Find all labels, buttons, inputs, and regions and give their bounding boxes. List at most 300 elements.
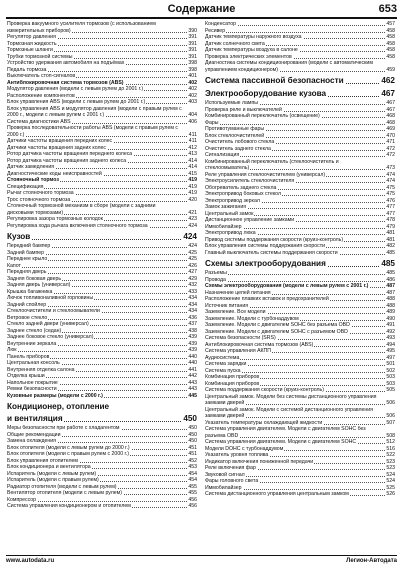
- toc-entry-page: 474: [386, 178, 395, 184]
- toc-entry-page: 494: [386, 341, 395, 348]
- toc-entry-title: Заземление. Модели с двигателем SOHC с разъемом OBD: [205, 328, 348, 335]
- toc-entry-title: Центральный замок. Модели с системой дистанционного управления замками дверей: [205, 406, 373, 419]
- toc-entry-title: Сигнализация: [205, 152, 240, 158]
- toc-entry-page: 391: [188, 34, 197, 40]
- toc-entry-title: Система управления АКПП: [205, 348, 272, 354]
- toc-entry-title: Компрессор: [7, 496, 37, 503]
- toc-entry-page: 488: [386, 302, 395, 309]
- toc-entry-page: 443: [188, 386, 197, 392]
- toc-entry-title: Схемы электрооборудования: [205, 259, 326, 268]
- toc-entry-page: 475: [386, 184, 395, 191]
- toc-entry-page: 403: [188, 99, 197, 105]
- toc-entry-title: Стеклоочистители и стеклоомыватели: [7, 308, 100, 314]
- toc-entry-page: 402: [188, 92, 197, 99]
- toc-entry-title: Трос стояночного тормоза: [7, 196, 71, 203]
- toc-entry-page: 426: [188, 262, 197, 269]
- toc-entry-title: Лючок топливоналивной горловины: [7, 295, 94, 301]
- toc-entry-title: Реле включения фар: [205, 465, 256, 471]
- toc-entry-title: Ремни безопасности: [7, 386, 57, 392]
- footer-publisher: Легион-Автодата: [346, 558, 397, 564]
- toc-entry[interactable]: [205, 250, 395, 257]
- toc-entry-page: 441: [188, 366, 197, 373]
- toc-entry-page: 456: [188, 503, 197, 509]
- toc-entry-title: Электрооборудование кузова: [205, 89, 327, 98]
- toc-entry-title: Электропривод люка: [205, 230, 256, 236]
- toc-section-heading[interactable]: [7, 414, 197, 424]
- toc-entry[interactable]: [205, 283, 395, 290]
- toc-entry-title: Антиблокировочная система тормозов (ABS): [205, 341, 314, 348]
- toc-entry-page: 439: [188, 334, 197, 340]
- toc-entry-title: Рычаг стояночного тормоза: [7, 190, 74, 196]
- toc-entry-title: Провода: [205, 276, 226, 283]
- toc-entry-page: 474: [386, 171, 395, 178]
- toc-entry-page: 454: [188, 470, 197, 477]
- toc-entry-title: Ротор датчика частоты вращения переднего колеса: [7, 151, 133, 157]
- toc-entry-page: 490: [386, 315, 395, 322]
- toc-entry-page: 508: [386, 432, 395, 439]
- toc-entry[interactable]: [205, 60, 395, 73]
- toc-entry-title: и вентиляция: [7, 414, 63, 423]
- toc-entry-page: 458: [386, 40, 395, 47]
- toc-entry-page: 434: [188, 301, 197, 308]
- toc-entry[interactable]: [7, 203, 197, 216]
- toc-entry[interactable]: [7, 223, 197, 230]
- toc-section-heading[interactable]: [205, 89, 395, 99]
- toc-dot-leader: [7, 239, 197, 240]
- toc-entry-page: 486: [386, 276, 395, 283]
- toc-entry-title: Ветровое стекло: [7, 314, 48, 321]
- toc-entry-page: 469: [386, 126, 395, 132]
- toc-entry-page: 506: [386, 400, 395, 406]
- toc-entry-page: 451: [188, 444, 197, 451]
- toc-entry[interactable]: [205, 394, 395, 407]
- toc-entry-page: 523: [386, 465, 395, 471]
- toc-entry-title: Напольное покрытие: [7, 379, 58, 386]
- toc-subsection-heading[interactable]: [7, 393, 197, 400]
- toc-entry-title: Центральный замок. Модели без системы дистанционного управления замками дверей: [205, 393, 377, 406]
- toc-entry-page: 523: [386, 458, 395, 465]
- toc-entry-page: 522: [386, 452, 395, 458]
- toc-entry-page: 398: [188, 60, 197, 66]
- toc-entry-page: 445: [188, 392, 197, 399]
- toc-entry-page: 505: [386, 387, 395, 393]
- toc-dot-leader: [7, 267, 197, 268]
- toc-entry-title: Центральный замок: [205, 210, 254, 217]
- toc-entry-page: 497: [386, 354, 395, 361]
- toc-entry-page: 404: [188, 112, 197, 118]
- toc-entry-title: Блок отопителя (модели с правым рулем с 2000 г.): [7, 451, 129, 457]
- toc-entry-title: Задний бампер: [7, 249, 45, 256]
- toc-column-right: [205, 21, 395, 498]
- toc-entry-page: 503: [386, 380, 395, 387]
- toc-entry-page: 432: [188, 282, 197, 288]
- toc-entry-title: Испаритель (модели с левым рулем): [7, 470, 97, 477]
- toc-entry-title: Система поддержания скорости (круиз-контроль): [205, 387, 324, 393]
- toc-entry-title: Проверка вакуумного усилителя тормозов (с использованием измерительных приборов): [7, 21, 156, 34]
- toc-entry-title: Датчик солнечного света: [205, 40, 265, 47]
- toc-entry-title: Проверка последовательности работы ABS (модели с правым рулем с 2000 г.): [7, 125, 178, 138]
- toc-entry-title: Фары: [205, 119, 219, 126]
- toc-entry-page: 450: [188, 438, 197, 444]
- toc-entry-page: 398: [188, 66, 197, 73]
- toc-column-left: [7, 21, 197, 510]
- toc-entry-page: 487: [386, 289, 395, 296]
- toc-entry-page: 450: [188, 431, 197, 438]
- toc-entry-page: 524: [386, 478, 395, 484]
- toc-entry-title: Источник питания: [205, 302, 249, 309]
- toc-entry-page: 415: [188, 170, 197, 177]
- toc-entry-title: Дистанционное управление замками: [205, 217, 295, 223]
- toc-entry-title: Кондиционер, отопление: [7, 402, 110, 411]
- toc-entry-title: Блок управления отопителем: [7, 457, 78, 464]
- toc-entry-page: 453: [188, 464, 197, 470]
- toc-entry-page: 487: [386, 283, 395, 289]
- toc-entry-page: 419: [188, 177, 197, 183]
- toc-entry-page: 512: [386, 439, 395, 445]
- toc-entry-page: 450: [183, 414, 197, 423]
- toc-entry-page: 434: [188, 295, 197, 301]
- toc-dot-leader: [205, 32, 395, 33]
- toc-entry-title: Тормозная жидкость: [7, 40, 57, 47]
- toc-entry-page: 420: [188, 196, 197, 203]
- toc-entry-title: Внутренние зеркала: [7, 340, 57, 347]
- toc-entry-title: Модели DOHC с турбонаддувом: [205, 445, 284, 452]
- toc-entry-title: Схемы электрооборудования (модели с левым рулем с 2001 г.): [205, 283, 369, 289]
- toc-entry-title: Крышка багажника: [7, 288, 53, 295]
- toc-entry-page: 472: [386, 145, 395, 152]
- toc-entry-page: 455: [188, 483, 197, 490]
- toc-entry-title: Кузовные размеры (модели с 2000 г.): [7, 392, 103, 399]
- toc-entry-page: 476: [386, 197, 395, 204]
- toc-section-heading[interactable]: [7, 232, 197, 242]
- toc-entry-page: 434: [188, 308, 197, 314]
- toc-entry-page: 468: [386, 113, 395, 119]
- toc-entry-title: Передний бампер: [7, 243, 51, 249]
- toc-entry-title: Датчик температуры наружного воздуха: [205, 34, 302, 40]
- toc-entry-page: 391: [188, 40, 197, 47]
- toc-entry-title: Блок управления ABS и модулятор давления (модели с правым рулем с 2000 г., модели с левым рулем с 2001 г.): [7, 105, 182, 118]
- toc-entry-page: 424: [188, 222, 197, 229]
- toc-entry-page: 414: [188, 157, 197, 164]
- toc-entry-title: Система пассивной безопасности: [205, 76, 344, 85]
- toc-entry-title: Главный выключатель системы поддержания скорости: [205, 249, 338, 256]
- toc-entry-page: 440: [188, 360, 197, 366]
- toc-entry-title: Регулировка зазора тормозных колодок: [7, 216, 103, 222]
- toc-entry-page: 524: [386, 471, 395, 478]
- toc-entry-title: Фары головного света: [205, 478, 259, 484]
- toc-entry-title: Система безопасности (SRS): [205, 335, 276, 341]
- toc-entry-page: 423: [188, 216, 197, 222]
- toc-entry-title: Привод системы поддержания скорости (круиз-контроль): [205, 236, 344, 243]
- toc-entry-title: Ресивер: [205, 27, 226, 34]
- toc-entry-title: Комбинированный переключатель (стеклоочиститель и стеклоомыватель): [205, 158, 339, 171]
- toc-entry-page: 390: [188, 27, 197, 34]
- toc-entry-title: Устройство удержания автомобиля на подъёмах: [7, 60, 125, 66]
- toc-entry-page: 425: [188, 249, 197, 256]
- toc-entry-page: 454: [188, 477, 197, 483]
- toc-entry-page: 411: [188, 131, 197, 138]
- toc-dot-leader: [205, 124, 395, 125]
- toc-entry-page: 438: [188, 327, 197, 334]
- toc-dot-leader: [7, 351, 197, 352]
- toc-entry[interactable]: [205, 426, 395, 439]
- toc-entry-title: Замок зажигания: [205, 204, 247, 210]
- toc-entry-page: 475: [386, 191, 395, 197]
- toc-entry-page: 421: [188, 209, 197, 216]
- toc-entry-page: 437: [188, 321, 197, 327]
- toc-entry-title: Противотуманные фары: [205, 126, 265, 132]
- footer-website[interactable]: www.autodata.ru: [6, 558, 55, 564]
- toc-entry-title: Используемые лампы: [205, 100, 259, 106]
- toc-entry-page: 525: [386, 484, 395, 491]
- toc-entry-title: Диагностические коды неисправностей: [7, 170, 102, 177]
- toc-entry-title: Система пуска: [205, 367, 241, 374]
- toc-entry-title: Испаритель (модели с правым рулем): [7, 477, 99, 483]
- toc-entry-title: Блок управления системы поддержания скорости: [205, 243, 326, 249]
- toc-entry-page: 402: [188, 86, 197, 92]
- toc-entry-page: 456: [188, 496, 197, 503]
- header-rule: [6, 17, 397, 19]
- toc-entry-title: Ротор датчика частоты вращения заднего колеса: [7, 157, 127, 164]
- toc-entry-page: 427: [188, 269, 197, 275]
- toc-entry-title: Трубки тормозной системы: [7, 53, 73, 60]
- toc-entry-title: Заземление. Все модели: [205, 309, 266, 315]
- toc-entry-title: Комбинация приборов: [205, 380, 260, 387]
- toc-entry-page: 506: [386, 413, 395, 419]
- toc-entry-title: Электропривод боковых стекол: [205, 191, 281, 197]
- toc-entry-title: Конденсатор: [205, 21, 237, 27]
- toc-entry-page: 485: [386, 270, 395, 276]
- toc-entry-page: 481: [386, 230, 395, 236]
- toc-entry-title: Капот: [7, 262, 21, 269]
- toc-entry-page: 503: [386, 374, 395, 380]
- toc-entry-title: Педаль тормоза: [7, 66, 47, 73]
- toc-entry-title: Система управления кондиционером и отопителем: [7, 503, 131, 509]
- toc-entry-title: Очиститель заднего стекла: [205, 145, 271, 152]
- toc-entry-title: Панель приборов: [7, 353, 50, 360]
- toc-entry-page: 457: [386, 21, 395, 27]
- toc-entry-page: 471: [386, 139, 395, 145]
- toc-entry-page: 439: [188, 347, 197, 353]
- toc-entry-page: 492: [386, 328, 395, 335]
- toc-entry-page: 440: [188, 353, 197, 360]
- toc-entry-page: 455: [188, 490, 197, 496]
- toc-entry-title: Система дистанционного управления центральным замком: [205, 491, 349, 497]
- toc-entry-title: Отделка крыши: [7, 373, 45, 379]
- toc-entry-title: Стояночный тормозной механизм в сборе (модели с задними дисковыми тормозами): [7, 203, 156, 216]
- toc-entry[interactable]: [7, 21, 197, 34]
- toc-entry-page: 391: [188, 47, 197, 53]
- toc-entry-page: 468: [386, 119, 395, 126]
- toc-entry-page: 478: [386, 217, 395, 223]
- toc-dot-leader: [7, 136, 197, 137]
- toc-entry-title: Система управления двигателем. Модели с двигателем SOHC: [205, 439, 357, 445]
- toc-entry-page: 516: [386, 445, 395, 452]
- toc-dot-leader: [205, 281, 395, 282]
- toc-entry-title: Датчики частоты вращения задних колес: [7, 144, 107, 151]
- toc-entry-page: 391: [188, 53, 197, 60]
- toc-entry-title: Замена охлаждения: [7, 438, 56, 444]
- toc-entry-title: Диагностика системы кондиционирования (модели с автоматическим управлением кондиционером): [205, 60, 373, 73]
- toc-section-heading[interactable]: [205, 259, 395, 269]
- toc-entry-title: Указатель температуры охлаждающей жидкости: [205, 419, 323, 426]
- toc-entry-title: Электропривод зеркал: [205, 197, 260, 204]
- toc-entry-title: Меры безопасности при работе с хладагентом: [7, 425, 120, 431]
- toc-entry-page: 470: [386, 132, 395, 139]
- toc-entry-title: Стояночный тормоз: [7, 177, 59, 183]
- toc-entry-title: Система диагностики ABS: [7, 118, 71, 125]
- toc-entry[interactable]: [205, 491, 395, 498]
- toc-entry-page: 401: [188, 73, 197, 79]
- page-number: 653: [378, 3, 397, 15]
- toc-entry-page: 458: [386, 34, 395, 40]
- toc-entry-page: 491: [386, 322, 395, 328]
- toc-entry-page: 458: [386, 27, 395, 34]
- toc-entry-title: Датчик температуры воздуха в салоне: [205, 47, 298, 53]
- toc-entry-title: Блок управления ABS (модели с левым рулем до 2001 г.): [7, 99, 146, 105]
- toc-entry-page: 489: [386, 309, 395, 315]
- toc-entry-title: Указатель уровня топлива: [205, 452, 269, 458]
- toc-entry-page: 429: [188, 275, 197, 282]
- toc-entry-title: Обогреватель заднего стекла: [205, 184, 277, 191]
- toc-entry-title: Датчик замедления: [7, 164, 55, 170]
- toc-entry-page: 488: [386, 296, 395, 302]
- toc-entry-page: 406: [188, 118, 197, 125]
- toc-entry-title: Вентилятор отопителя (модели с левым рулем): [7, 490, 122, 496]
- toc-entry-page: 425: [188, 256, 197, 262]
- toc-entry[interactable]: [205, 407, 395, 420]
- footer-rule: [6, 555, 397, 556]
- toc-entry-title: Выключатель стоп-сигналов: [7, 73, 76, 79]
- toc-entry-title: Блок стеклоочистителей: [205, 132, 265, 139]
- toc-entry-title: Внутренняя отделка салона: [7, 366, 75, 373]
- toc-entry-page: 414: [188, 164, 197, 170]
- toc-entry-title: Индикатор включения пониженной передачи: [205, 458, 314, 465]
- toc-entry-title: Заземление. Модели с турбонаддувом: [205, 315, 299, 322]
- toc-entry-title: Аудиосистема: [205, 354, 240, 361]
- toc-entry-title: Звуковой сигнал: [205, 471, 245, 478]
- toc-entry-page: 526: [386, 491, 395, 497]
- toc-entry-title: Система управления двигателем. Модели с двигателем SOHC без разъема OBD: [205, 426, 366, 439]
- toc-entry-title: Назначение цепей питания: [205, 289, 271, 296]
- toc-entry-page: 467: [386, 106, 395, 113]
- toc-entry-page: 477: [386, 204, 395, 210]
- toc-entry-title: Передняя дверь: [7, 269, 47, 275]
- toc-dot-leader: [205, 274, 395, 275]
- toc-entry-title: Общие рекомендации: [7, 431, 61, 438]
- toc-entry-page: 501: [386, 361, 395, 367]
- toc-section-heading[interactable]: [7, 402, 197, 411]
- toc-entry-page: 411: [188, 138, 197, 144]
- toc-entry-title: Разъемы: [205, 270, 227, 276]
- toc-entry[interactable]: [205, 159, 395, 172]
- toc-entry-page: 495: [386, 348, 395, 354]
- toc-entry-page: 412: [188, 144, 197, 151]
- toc-entry-page: 439: [188, 340, 197, 347]
- toc-entry-title: Антиблокировочная система тормозов (ABS): [7, 79, 124, 86]
- toc-entry-title: Комбинированный переключатель (освещение): [205, 113, 320, 119]
- toc-entry-page: 485: [381, 259, 395, 268]
- toc-entry-page: 419: [188, 183, 197, 190]
- toc-entry-title: Люк: [7, 347, 17, 353]
- toc-entry-title: Расположение компонентов: [7, 92, 75, 99]
- toc-entry-title: Тормозные шланги: [7, 47, 53, 53]
- toc-entry-page: 433: [188, 288, 197, 295]
- toc-entry-page: 507: [386, 419, 395, 426]
- toc-entry-title: Заземление. Модели с двигателем SOHC без разъема OBD: [205, 322, 350, 328]
- toc-entry[interactable]: [7, 503, 197, 510]
- toc-entry-page: 479: [386, 223, 395, 230]
- toc-entry-title: Центральная консоль: [7, 360, 60, 366]
- toc-entry-title: Модулятор давления (модели с левым рулем до 2001 г.): [7, 86, 144, 92]
- page-header: [6, 2, 397, 16]
- page-title: Содержание: [167, 3, 236, 15]
- toc-entry-page: 462: [381, 76, 395, 85]
- toc-entry-title: Заднее стекло (седан): [7, 327, 62, 334]
- toc-entry-page: 467: [381, 89, 395, 98]
- toc-entry-page: 458: [386, 47, 395, 53]
- toc-entry-page: 502: [386, 367, 395, 374]
- toc-entry-page: 450: [188, 425, 197, 431]
- toc-entry-page: 413: [188, 151, 197, 157]
- toc-entry-title: Регулятор давления: [7, 34, 56, 40]
- toc-entry[interactable]: [7, 106, 197, 119]
- toc-entry-page: 424: [183, 232, 197, 241]
- toc-entry-page: 485: [386, 249, 395, 256]
- toc-entry-page: 458: [386, 53, 395, 60]
- toc-entry-page: 443: [188, 379, 197, 386]
- toc-entry-title: Очиститель лобового стекла: [205, 139, 275, 145]
- toc-entry[interactable]: [7, 125, 197, 138]
- toc-entry-title: Датчики частоты вращения передних колес: [7, 138, 113, 144]
- toc-entry-page: 436: [188, 314, 197, 321]
- toc-entry-title: Комбинация приборов: [205, 374, 260, 380]
- toc-entry-title: Кузов: [7, 232, 31, 241]
- toc-entry-title: Стекло задней двери (универсал): [7, 321, 89, 327]
- toc-entry-page: 419: [188, 190, 197, 196]
- toc-entry-title: Задняя боковая дверь: [7, 275, 62, 282]
- toc-entry-page: 481: [386, 236, 395, 243]
- toc-entry-title: Проверка электрических элементов: [205, 53, 292, 60]
- toc-entry-page: 472: [386, 152, 395, 158]
- toc-entry-title: Расположение плавких вставок и предохранителей: [205, 296, 329, 302]
- toc-entry-page: 451: [188, 451, 197, 457]
- toc-entry-title: Блок кондиционера и вентилятора: [7, 464, 91, 470]
- toc-entry-title: Заднее боковое стекло (универсал): [7, 334, 94, 340]
- toc-entry-page: 424: [188, 243, 197, 249]
- toc-entry-page: 459: [386, 66, 395, 73]
- toc-entry-page: 452: [188, 457, 197, 464]
- toc-entry-page: 442: [188, 373, 197, 379]
- toc-entry-title: Радиатор отопителя (модели с левым рулем): [7, 483, 117, 490]
- toc-entry-page: 473: [386, 165, 395, 171]
- toc-entry-page: 467: [386, 100, 395, 106]
- toc-entry-title: Иммобилайзер: [205, 484, 242, 491]
- toc-entry-title: Система зарядки: [205, 361, 247, 367]
- toc-section-heading[interactable]: [205, 76, 395, 86]
- page-footer: [6, 558, 397, 568]
- toc-entry-page: 482: [386, 243, 395, 249]
- toc-entry-title: Задний спойлер: [7, 301, 47, 308]
- toc-entry-title: Переднее крыло: [7, 256, 48, 262]
- toc-entry-title: Регулировка хода рычага включения стояночного тормоза: [7, 222, 148, 229]
- toc-entry-title: Задняя дверь (универсал): [7, 282, 71, 288]
- toc-entry-title: Электроусилитель стеклоочистителя: [205, 178, 295, 184]
- toc-entry-page: 493: [386, 335, 395, 341]
- toc-entry-title: Проверка реле и выключателей: [205, 106, 282, 113]
- toc-entry-title: Иммобилайзер: [205, 223, 242, 230]
- toc-entry-title: Реле управления стеклоочистителем (универсал): [205, 171, 326, 178]
